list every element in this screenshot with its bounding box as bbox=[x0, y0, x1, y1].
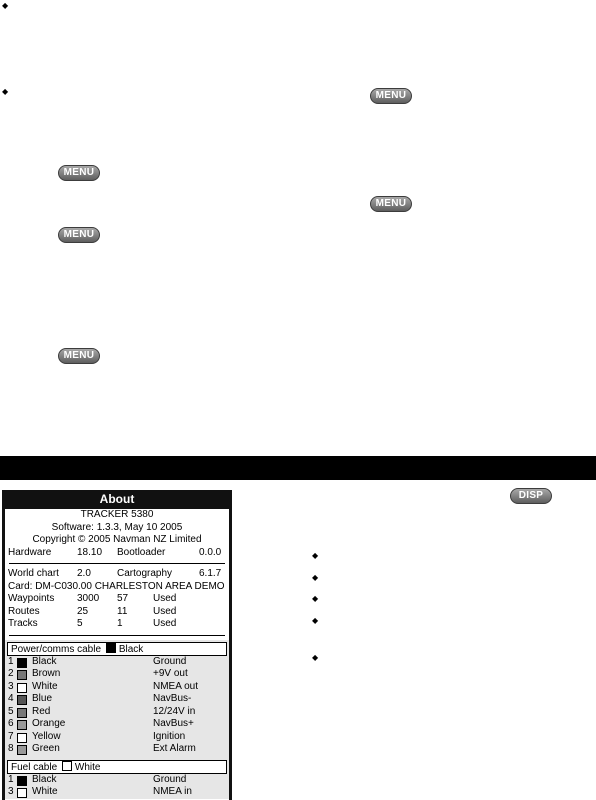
power-cable-title: Power/comms cable bbox=[11, 643, 102, 655]
stat-unit: Used bbox=[153, 618, 177, 629]
wire-function: Ground bbox=[153, 655, 187, 667]
wire-row bbox=[5, 693, 229, 706]
wire-color-name: White bbox=[32, 680, 58, 692]
wire-color-swatch bbox=[17, 788, 27, 798]
wire-color-swatch bbox=[17, 776, 27, 786]
wire-row bbox=[5, 681, 229, 694]
wire-color-name: White bbox=[32, 786, 58, 797]
wire-function: NavBus+ bbox=[153, 718, 194, 729]
wire-function: +9V out bbox=[153, 668, 188, 679]
wire-function: NMEA in bbox=[153, 786, 192, 797]
stat-used: 11 bbox=[117, 605, 128, 617]
fuel-cable-title: Fuel cable bbox=[11, 761, 58, 773]
stat-row bbox=[5, 618, 229, 631]
wire-color-name: Black bbox=[32, 773, 57, 785]
menu-button[interactable]: MENU bbox=[58, 165, 100, 181]
wire-number: 8 bbox=[8, 743, 14, 754]
cable-color-swatch bbox=[106, 643, 116, 653]
wire-color-name: Green bbox=[32, 743, 60, 754]
wire-color-name: Red bbox=[32, 705, 51, 717]
wire-number: 4 bbox=[8, 693, 14, 704]
about-title: About bbox=[99, 492, 135, 506]
stat-used: 57 bbox=[117, 593, 129, 604]
card-row bbox=[5, 581, 229, 594]
wire-number: 3 bbox=[8, 680, 14, 692]
wire-color-name: Brown bbox=[32, 668, 61, 679]
wire-row bbox=[5, 656, 229, 669]
menu-button[interactable]: MENU bbox=[58, 227, 100, 243]
stat-row bbox=[5, 593, 229, 606]
power-wire-list bbox=[5, 656, 229, 756]
wire-color-swatch bbox=[17, 708, 27, 718]
bullet-marker: ◆ bbox=[2, 87, 9, 96]
card-info: Card: DM-C030.00 CHARLESTON AREA DEMO bbox=[8, 580, 225, 592]
wire-row bbox=[5, 774, 229, 787]
stat-max: 25 bbox=[77, 605, 89, 617]
about-screen bbox=[2, 490, 232, 800]
wire-row bbox=[5, 706, 229, 719]
wire-color-name: Orange bbox=[32, 718, 66, 729]
stat-row bbox=[5, 606, 229, 619]
about-body bbox=[5, 509, 229, 800]
wire-row bbox=[5, 786, 229, 799]
fuel-cable-color: White bbox=[74, 761, 101, 773]
wire-color-name: Yellow bbox=[32, 730, 61, 742]
wire-number: 3 bbox=[8, 786, 14, 797]
wire-function: Ext Alarm bbox=[153, 743, 196, 754]
wire-row bbox=[5, 718, 229, 731]
menu-button[interactable]: MENU bbox=[58, 348, 100, 364]
power-cable-header bbox=[7, 642, 227, 656]
wire-color-swatch bbox=[17, 683, 27, 693]
wire-row bbox=[5, 668, 229, 681]
section-header-bar bbox=[0, 456, 596, 480]
wire-function: NMEA out bbox=[153, 680, 199, 692]
menu-button[interactable]: MENU bbox=[370, 196, 412, 212]
stat-used: 1 bbox=[117, 618, 123, 629]
cartography-value: 6.1.7 bbox=[199, 568, 222, 579]
disp-button[interactable]: DISP bbox=[510, 488, 552, 504]
stat-label: Waypoints bbox=[8, 593, 55, 604]
model-name: TRACKER 5380 bbox=[80, 509, 154, 520]
stat-unit: Used bbox=[153, 593, 177, 604]
wire-function: 12/24V in bbox=[153, 705, 196, 717]
power-cable-panel bbox=[5, 640, 229, 756]
hardware-label: Hardware bbox=[8, 546, 52, 558]
hardware-value: 18.10 bbox=[77, 546, 103, 558]
bootloader-value: 0.0.0 bbox=[199, 546, 222, 558]
menu-button[interactable]: MENU bbox=[370, 88, 412, 104]
wire-number: 5 bbox=[8, 705, 14, 717]
power-cable-color: Black bbox=[118, 643, 144, 655]
wire-number: 6 bbox=[8, 718, 14, 729]
wire-color-name: Black bbox=[32, 655, 57, 667]
wire-color-swatch bbox=[17, 670, 27, 680]
wire-color-swatch bbox=[17, 658, 27, 668]
hardware-row bbox=[5, 547, 229, 560]
bullet-marker: ◆ bbox=[312, 573, 319, 582]
wire-row bbox=[5, 731, 229, 744]
wire-function: NavBus- bbox=[153, 693, 192, 704]
wire-color-name: Blue bbox=[32, 693, 53, 704]
divider bbox=[9, 635, 225, 636]
wire-color-swatch bbox=[17, 695, 27, 705]
fuel-wire-list bbox=[5, 774, 229, 799]
bullet-marker: ◆ bbox=[312, 616, 319, 625]
software-version: Software: 1.3.3, May 10 2005 bbox=[51, 521, 183, 533]
wire-number: 2 bbox=[8, 668, 14, 679]
wire-function: Ignition bbox=[153, 730, 186, 742]
cartography-label: Cartography bbox=[117, 568, 173, 579]
wire-number: 1 bbox=[8, 655, 14, 667]
worldchart-value: 2.0 bbox=[77, 568, 91, 579]
bullet-marker: ◆ bbox=[312, 594, 319, 603]
stat-max: 3000 bbox=[77, 593, 100, 604]
wire-row bbox=[5, 743, 229, 756]
wire-color-swatch bbox=[17, 720, 27, 730]
bullet-marker: ◆ bbox=[312, 653, 319, 662]
cable-color-swatch bbox=[62, 761, 72, 771]
wire-function: Ground bbox=[153, 773, 187, 785]
stat-label: Tracks bbox=[8, 618, 38, 629]
wire-color-swatch bbox=[17, 733, 27, 743]
worldchart-label: World chart bbox=[8, 568, 59, 579]
bootloader-label: Bootloader bbox=[117, 546, 166, 558]
wire-number: 1 bbox=[8, 773, 14, 785]
bullet-marker: ◆ bbox=[2, 1, 9, 10]
stat-label: Routes bbox=[8, 605, 40, 617]
fuel-cable-header bbox=[7, 760, 227, 774]
wire-number: 7 bbox=[8, 730, 14, 742]
fuel-cable-panel bbox=[5, 756, 229, 799]
stat-max: 5 bbox=[77, 618, 83, 629]
stat-unit: Used bbox=[153, 605, 177, 617]
bullet-marker: ◆ bbox=[312, 551, 319, 560]
divider bbox=[9, 563, 225, 564]
copyright: Copyright © 2005 Navman NZ Limited bbox=[32, 534, 202, 545]
worldchart-row bbox=[5, 568, 229, 581]
wire-color-swatch bbox=[17, 745, 27, 755]
